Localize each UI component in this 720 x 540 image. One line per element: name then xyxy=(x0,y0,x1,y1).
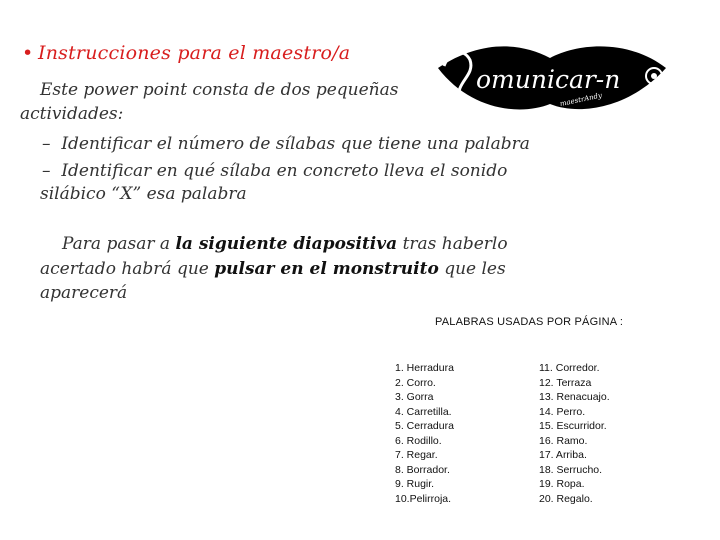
heading-text: Instrucciones para el maestro/a xyxy=(38,42,351,64)
word-item: 13. Renacuajo. xyxy=(539,391,610,403)
word-item: 17. Arriba. xyxy=(539,449,587,461)
logo-signature: maestrAndy xyxy=(559,91,603,109)
word-item: 4. Carretilla. xyxy=(395,405,452,418)
activity-item-2 xyxy=(42,161,507,181)
word-item: 9. Rugir. xyxy=(395,478,435,490)
activity-item-2-text: Identificar en qué sílaba en concreto lleva el sonido xyxy=(61,161,508,181)
activity-item-1 xyxy=(42,134,530,154)
word-item: 12. Terraza xyxy=(539,376,592,389)
para-bold-monster: pulsar en el monstruito xyxy=(214,259,439,279)
para-text: tras haberlo xyxy=(402,234,508,254)
intro-line-1: Este power point consta de dos pequeñas xyxy=(40,80,399,100)
word-item: 11. Corredor. xyxy=(539,362,600,374)
instructions-heading xyxy=(22,42,350,64)
word-item: 2. Corro. xyxy=(395,376,436,389)
paragraph-line-1 xyxy=(62,234,508,254)
word-item: 10.Pelirroja. xyxy=(395,492,452,505)
dash-icon: – xyxy=(42,161,62,181)
dash-icon: – xyxy=(42,134,62,154)
logo-text: omunicar-n xyxy=(476,65,621,94)
word-item: 3. Gorra xyxy=(395,391,434,403)
word-item: 1. Herradura xyxy=(395,362,454,374)
word-list-title: PALABRAS USADAS POR PÁGINA : xyxy=(435,316,624,328)
word-item: 8. Borrador. xyxy=(395,463,450,476)
word-item: 7. Regar. xyxy=(395,449,438,461)
bullet-icon: • xyxy=(22,42,34,64)
word-item: 16. Ramo. xyxy=(539,434,588,447)
activity-item-2-cont: silábico “X” esa palabra xyxy=(40,184,247,204)
word-item: 15. Escurridor. xyxy=(539,420,607,432)
word-item: 6. Rodillo. xyxy=(395,434,442,447)
paragraph-line-2 xyxy=(40,259,506,279)
para-text: que les xyxy=(444,259,506,279)
word-item: 20. Regalo. xyxy=(539,492,593,505)
intro-line-2: actividades: xyxy=(20,104,124,124)
word-item: 14. Perro. xyxy=(539,405,586,418)
word-item: 19. Ropa. xyxy=(539,478,585,490)
para-text: Para pasar a xyxy=(62,234,171,254)
para-text: acertado habrá que xyxy=(40,259,209,279)
activity-item-1-text: Identificar el número de sílabas que tiene una palabra xyxy=(61,134,530,154)
para-bold-next-slide: la siguiente diapositiva xyxy=(175,234,398,254)
word-list-column-2 xyxy=(539,361,610,506)
comunicar-nos-logo xyxy=(430,38,670,118)
word-list-column-1 xyxy=(395,361,454,506)
word-item: 18. Serrucho. xyxy=(539,463,603,476)
paragraph-line-3: aparecerá xyxy=(40,283,128,303)
word-item: 5. Cerradura xyxy=(395,420,454,432)
